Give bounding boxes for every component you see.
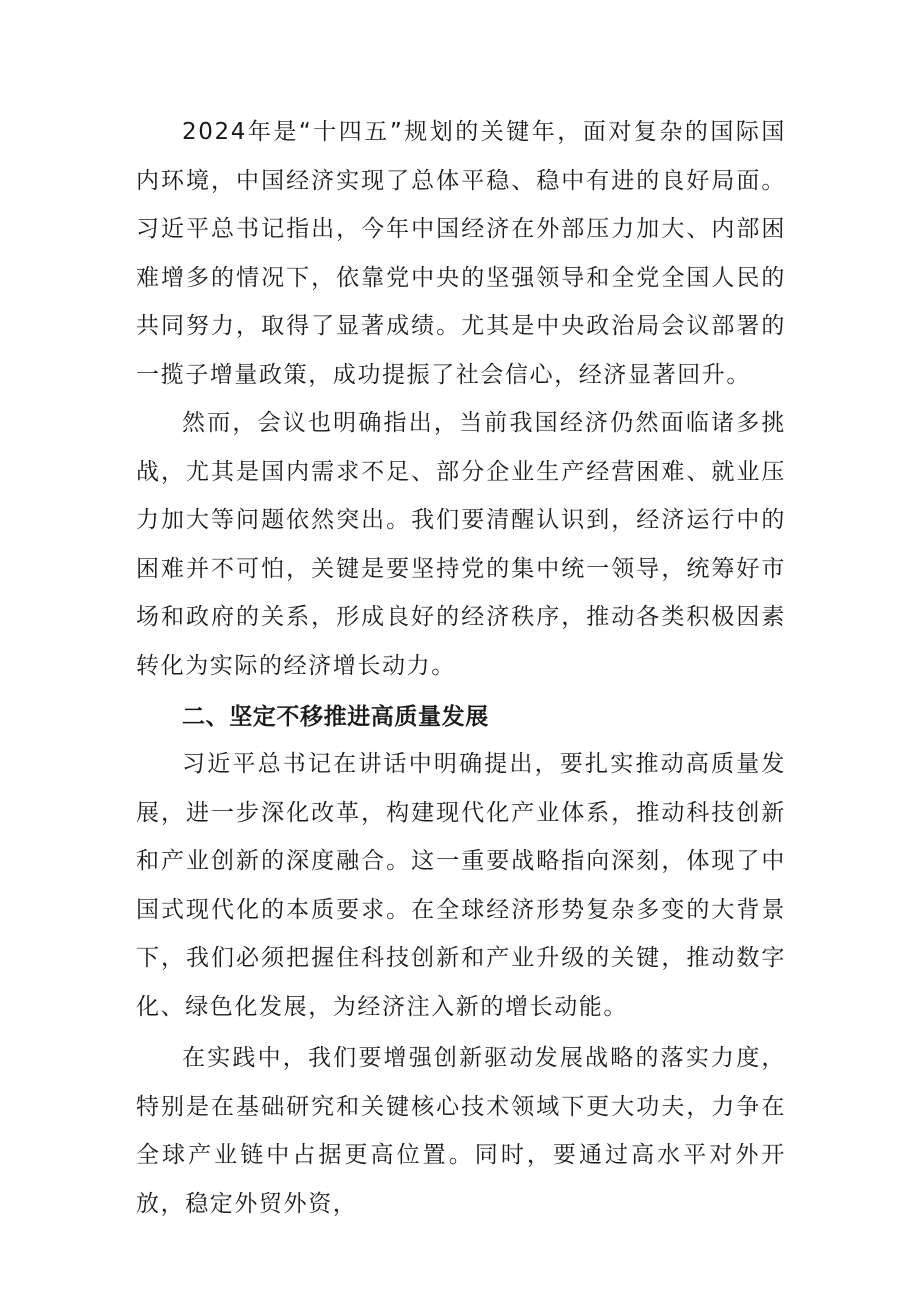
- paragraph-economic-overview: 2024年是“十四五”规划的关键年，面对复杂的国际国内环境，中国经济实现了总体平稳、稳中有进的良好局面。习近平总书记指出，今年中国经济在外部压力加大、内部困难增多的情况下，依靠党中央的坚强领导和全党全国人民的共同努力，取得了显著成绩。尤其是中央政治局会议部署的一揽子增量政策，成功提振了社会信心，经济显著回升。: [136, 119, 786, 388]
- paragraph-practice: 在实践中，我们要增强创新驱动发展战略的落实力度，特别是在基础研究和关键核心技术领域下更大功夫，力争在全球产业链中占据更高位置。同时，要通过高水平对外开放，稳定外贸外资，: [136, 1045, 786, 1217]
- section-heading: 二、坚定不移推进高质量发展: [182, 704, 489, 730]
- paragraph-high-quality-development: 习近平总书记在讲话中明确提出，要扎实推动高质量发展，进一步深化改革，构建现代化产业体系，推动科技创新和产业创新的深度融合。这一重要战略指向深刻，体现了中国式现代化的本质要求。在全球经济形势复杂多变的大背景下，我们必须把握住科技创新和产业升级的关键，推动数字化、绿色化发展，为经济注入新的增长动能。: [136, 751, 786, 1020]
- paragraph-challenges: 然而，会议也明确指出，当前我国经济仍然面临诸多挑战，尤其是国内需求不足、部分企业生产经营困难、就业压力加大等问题依然突出。我们要清醒认识到，经济运行中的困难并不可怕，关键是要坚持党的集中统一领导，统筹好市场和政府的关系，形成良好的经济秩序，推动各类积极因素转化为实际的经济增长动力。: [136, 410, 786, 679]
